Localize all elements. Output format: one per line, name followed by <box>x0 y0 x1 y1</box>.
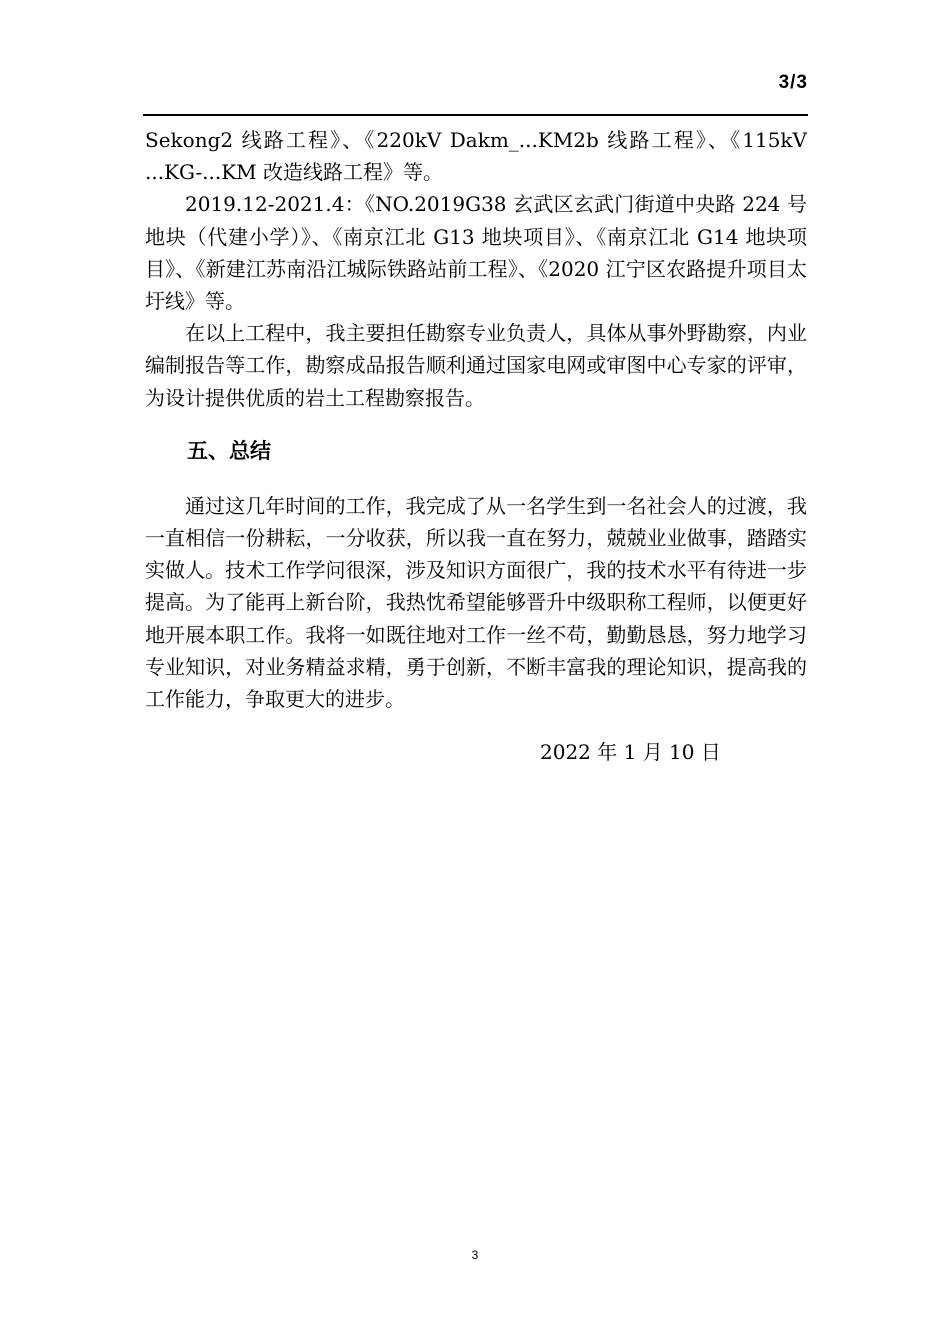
footer-page-number: 3 <box>471 1248 479 1262</box>
paragraph-projects-2019: 2019.12-2021.4：《NO.2019G38 玄武区玄武门街道中央路 224 号地块（代建小学）》、《南京江北 G13 地块项目》、《南京江北 G14 地块项目》、《新建江苏南沿江城际铁路站前工程》、《2020 江宁区农路提升项目太圩线》等。 <box>145 192 807 314</box>
paragraph-projects-continued: Sekong2 线路工程》、《220kV Dakm_...KM2b 线路工程》、《115kV ...KG-...KM 改造线路工程》等。 <box>145 128 807 185</box>
paragraph-summary: 通过这几年时间的工作，我完成了从一名学生到一名社会人的过渡，我一直相信一份耕耘，一分收获，所以我一直在努力，兢兢业业做事，踏踏实实做人。技术工作学问很深，涉及知识方面很广，我的技术水平有待进一步提高。为了能再上新台阶，我热忱希望能够晋升中级职称工程师，以便更好地开展本职工作。我将一如既往地对工作一丝不苟，勤勤恳恳，努力地学习专业知识，对业务精益求精，勇于创新，不断丰富我的理论知识，提高我的工作能力，争取更大的进步。 <box>145 493 807 712</box>
paragraph-role: 在以上工程中，我主要担任勘察专业负责人，具体从事外野勘察，内业编制报告等工作，勘察成品报告顺利通过国家电网或审图中心专家的评审，为设计提供优质的岩土工程勘察报告。 <box>145 321 807 410</box>
page-indicator: 3/3 <box>778 72 808 93</box>
date-line: 2022 年 1 月 10 日 <box>540 740 721 765</box>
header-rule <box>143 114 808 116</box>
section-heading-summary: 五、总结 <box>187 438 271 463</box>
document-body <box>145 124 807 768</box>
